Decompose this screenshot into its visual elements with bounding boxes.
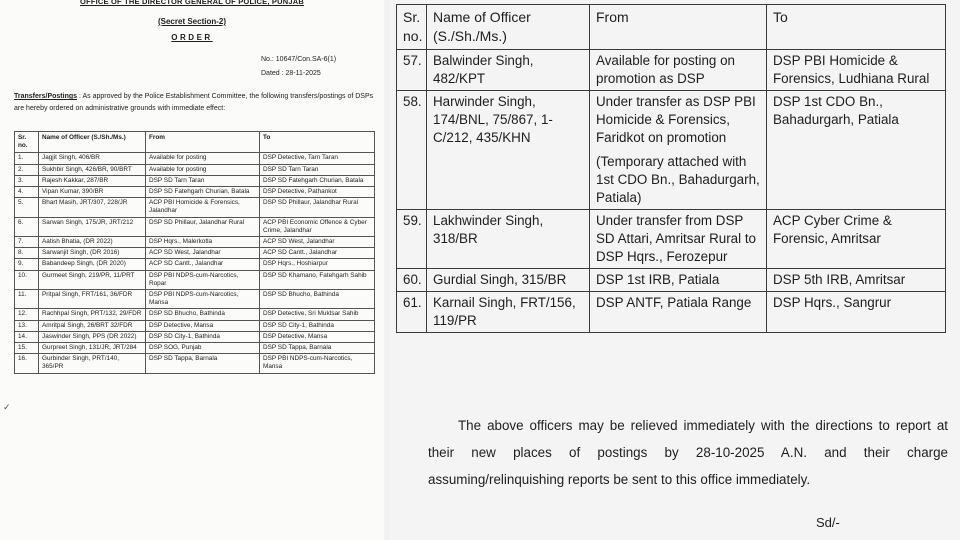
left-page — [0, 0, 384, 540]
row-officer-name: Vipan Kumar, 390/BR — [39, 187, 146, 198]
row-to: DSP SD Tarn Taran — [260, 164, 375, 175]
table-header-row — [15, 132, 375, 153]
row-from — [590, 269, 767, 292]
row-to: ACP PBI Economic Offence & Cyber Crime, Jalandhar — [260, 217, 375, 236]
table-row — [397, 210, 946, 269]
row-from-text: Available for posting on promotion as DSP — [596, 53, 735, 86]
pen-tick-mark: ✓ — [3, 402, 11, 412]
row-sr: 12. — [15, 309, 39, 320]
row-sr: 58. — [397, 91, 427, 210]
row-officer-name: Karnail Singh, FRT/156, 119/PR — [427, 292, 590, 333]
row-to: DSP Hqrs., Hoshiarpur — [260, 259, 375, 270]
row-from-text: DSP ANTF, Patiala Range — [596, 295, 752, 310]
order-heading: ORDER — [171, 33, 213, 42]
row-sr: 9. — [15, 259, 39, 270]
row-to: ACP SD Cantt., Jalandhar — [260, 248, 375, 259]
intro-lead: Transfers/Postings — [14, 93, 78, 100]
table-row — [15, 290, 375, 309]
row-officer-name: Gurpreet Singh, 131/JR, JRT/284 — [39, 343, 146, 354]
order-date: Dated : 28-11-2025 — [261, 70, 321, 77]
row-sr: 11. — [15, 290, 39, 309]
row-officer-name: Gurdial Singh, 315/BR — [427, 269, 590, 292]
row-officer-name: Sarwanjit Singh, (DR 2016) — [39, 248, 146, 259]
header-name: Name of Officer (S./Sh./Ms.) — [427, 5, 590, 50]
row-from: Available for posting — [146, 164, 260, 175]
intro-text: : As approved by the Police Establishment Committee, the following transfers/postings of DSPs are hereby ordered on administrative grounds with immediate effect: — [14, 93, 374, 112]
row-to: DSP 5th IRB, Amritsar — [767, 269, 946, 292]
header-sr: Sr. no. — [397, 5, 427, 50]
row-from: DSP Detective, Mansa — [146, 320, 260, 331]
row-from — [590, 210, 767, 269]
table-row — [15, 217, 375, 236]
row-to: DSP SD Khamano, Fatehgarh Sahib — [260, 270, 375, 289]
row-from: ACP SD Cantt., Jalandhar — [146, 259, 260, 270]
table-row — [15, 153, 375, 164]
row-to: DSP PBI NDPS-cum-Narcotics, Mansa — [260, 354, 375, 373]
row-sr: 13. — [15, 320, 39, 331]
row-sr: 61. — [397, 292, 427, 333]
office-heading: OFFICE OF THE DIRECTOR GENERAL OF POLICE, PUNJAB — [80, 0, 304, 6]
row-sr: 1. — [15, 153, 39, 164]
table-row — [15, 331, 375, 342]
row-officer-name: Gurbinder Singh, PRT/140, 365/PR — [39, 354, 146, 373]
row-from-text: Under transfer from DSP SD Attari, Amritsar Rural to DSP Hqrs., Ferozepur — [596, 213, 756, 264]
row-to: DSP SD Phillaur, Jalandhar Rural — [260, 198, 375, 217]
row-sr: 3. — [15, 175, 39, 186]
row-from: DSP Hqrs., Malerkotla — [146, 237, 260, 248]
row-from: DSP SD Fatehgarh Churian, Batala — [146, 187, 260, 198]
row-sr: 8. — [15, 248, 39, 259]
table-row — [15, 187, 375, 198]
row-from: DSP PBI NDPS-cum-Narcotics, Mansa — [146, 290, 260, 309]
row-to: DSP Detective, Mansa — [260, 331, 375, 342]
row-sr: 60. — [397, 269, 427, 292]
row-from: Available for posting — [146, 153, 260, 164]
row-from-text: Under transfer as DSP PBI Homicide & Forensics, Faridkot on promotion — [596, 94, 756, 145]
row-to: DSP Detective, Pathankot — [260, 187, 375, 198]
row-sr: 5. — [15, 198, 39, 217]
header-from: From — [146, 132, 260, 153]
row-from — [590, 50, 767, 91]
row-from: DSP SD Bhucho, Bathinda — [146, 309, 260, 320]
row-from: DSP SD City-1, Bathinda — [146, 331, 260, 342]
table-row — [15, 270, 375, 289]
row-officer-name: Jaswinder Singh, PPS (DR 2022) — [39, 331, 146, 342]
row-sr: 4. — [15, 187, 39, 198]
row-to: DSP 1st CDO Bn., Bahadurgarh, Patiala — [767, 91, 946, 210]
row-from: ACP PBI Homicide & Forensics, Jalandhar — [146, 198, 260, 217]
row-from-note: (Temporary attached with 1st CDO Bn., Bahadurgarh, Patiala) — [596, 154, 760, 205]
transfer-table-left — [14, 131, 375, 374]
row-officer-name: Lakhwinder Singh, 318/BR — [427, 210, 590, 269]
transfer-table-right — [396, 4, 946, 333]
row-officer-name: Balwinder Singh, 482/KPT — [427, 50, 590, 91]
row-to: DSP Hqrs., Sangrur — [767, 292, 946, 333]
section-heading: (Secret Section-2) — [157, 17, 227, 26]
intro-paragraph — [14, 91, 374, 114]
header-name: Name of Officer (S./Sh./Ms.) — [39, 132, 146, 153]
row-sr: 57. — [397, 50, 427, 91]
row-officer-name: Rachhpal Singh, PRT/132, 29/FDR — [39, 309, 146, 320]
table-row — [15, 198, 375, 217]
row-officer-name: Aatish Bhatia, (DR 2022) — [39, 237, 146, 248]
table-row — [15, 175, 375, 186]
row-sr: 59. — [397, 210, 427, 269]
row-sr: 6. — [15, 217, 39, 236]
header-to: To — [260, 132, 375, 153]
row-from-text: DSP 1st IRB, Patiala — [596, 272, 720, 287]
row-sr: 2. — [15, 164, 39, 175]
table-row — [397, 91, 946, 210]
row-from — [590, 91, 767, 210]
table-body-right — [397, 50, 946, 333]
row-officer-name: Harwinder Singh, 174/BNL, 75/867, 1-C/212, 435/KHN — [427, 91, 590, 210]
row-officer-name: Babandeep Singh, (DR 2020) — [39, 259, 146, 270]
row-from: ACP SD West, Jalandhar — [146, 248, 260, 259]
row-officer-name: Jagjit Singh, 406/BR — [39, 153, 146, 164]
table-row — [15, 248, 375, 259]
row-to: DSP Detective, Tarn Taran — [260, 153, 375, 164]
row-to: DSP PBI Homicide & Forensics, Ludhiana Rural — [767, 50, 946, 91]
right-page — [390, 0, 960, 540]
row-to: DSP SD Tappa, Barnala — [260, 343, 375, 354]
row-sr: 14. — [15, 331, 39, 342]
row-officer-name: Pritpal Singh, FRT/161, 36/FDR — [39, 290, 146, 309]
header-to: To — [767, 5, 946, 50]
table-row — [15, 259, 375, 270]
table-row — [15, 320, 375, 331]
row-to: ACP Cyber Crime & Forensic, Amritsar — [767, 210, 946, 269]
table-row — [15, 237, 375, 248]
table-body-left — [15, 153, 375, 373]
row-officer-name: Bhart Masih, JRT/307, 228/JR — [39, 198, 146, 217]
table-row — [15, 164, 375, 175]
row-to: DSP SD City-1, Bathinda — [260, 320, 375, 331]
header-sr: Sr. no. — [15, 132, 39, 153]
table-header-row — [397, 5, 946, 50]
row-officer-name: Rajesh Kakkar, 287/BR — [39, 175, 146, 186]
row-to: DSP Detective, Sri Muktsar Sahib — [260, 309, 375, 320]
row-from: DSP PBI NDPS-cum-Narcotics, Ropar — [146, 270, 260, 289]
row-sr: 7. — [15, 237, 39, 248]
row-from: DSP SD Phillaur, Jalandhar Rural — [146, 217, 260, 236]
row-sr: 15. — [15, 343, 39, 354]
signature: Sd/- — [816, 515, 840, 530]
row-to: ACP SD West, Jalandhar — [260, 237, 375, 248]
row-from — [590, 292, 767, 333]
table-row — [15, 309, 375, 320]
table-row — [397, 50, 946, 91]
row-to: DSP SD Bhucho, Bathinda — [260, 290, 375, 309]
row-sr: 16. — [15, 354, 39, 373]
closing-paragraph: The above officers may be relieved immediately with the directions to report at their new places of postings by 28-10-2025 A.N. and their charge assuming/relinquishing reports be sent to this office immediately. — [428, 418, 948, 487]
table-row — [397, 269, 946, 292]
table-row — [15, 343, 375, 354]
row-from: DSP SOG, Punjab — [146, 343, 260, 354]
row-officer-name: Sarwan Singh, 175/JR, JRT/212 — [39, 217, 146, 236]
order-number: No.: 10647/Con.SA-6(1) — [261, 56, 337, 63]
row-sr: 10. — [15, 270, 39, 289]
row-to: DSP SD Fatehgarh Churian, Batala — [260, 175, 375, 186]
table-row — [397, 292, 946, 333]
row-from: DSP SD Tappa, Barnala — [146, 354, 260, 373]
row-officer-name: Gurmeet Singh, 219/PR, 11/PRT — [39, 270, 146, 289]
row-officer-name: Sukhbir Singh, 426/BR, 90/BRT — [39, 164, 146, 175]
table-row — [15, 354, 375, 373]
header-from: From — [590, 5, 767, 50]
row-officer-name: Amritpal Singh, 26/BRT 32/FDR — [39, 320, 146, 331]
row-from: DSP SD Tarn Taran — [146, 175, 260, 186]
